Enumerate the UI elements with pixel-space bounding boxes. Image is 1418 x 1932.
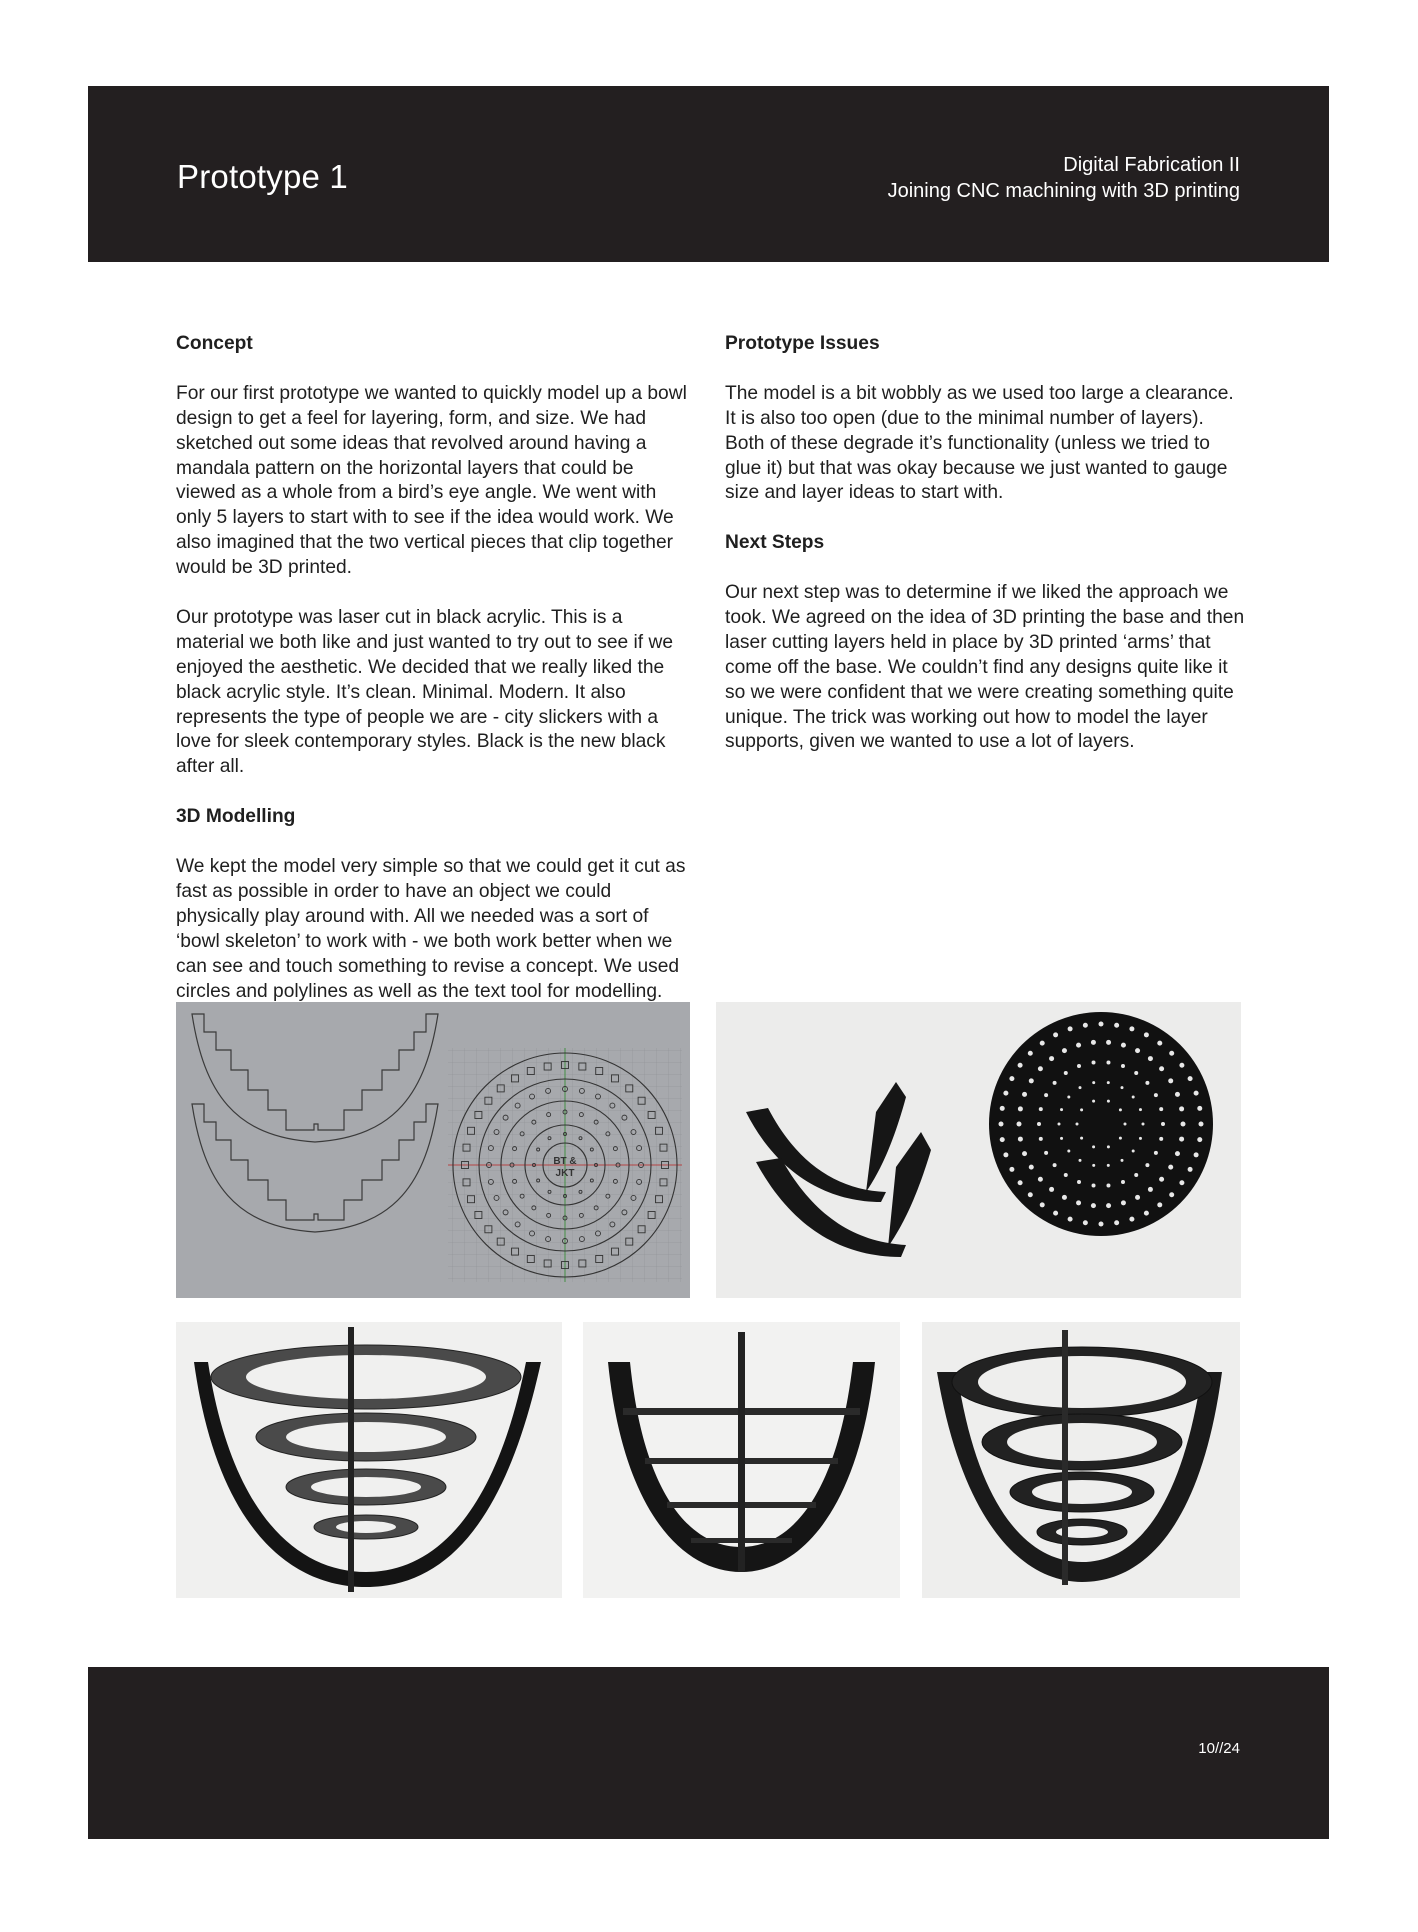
next-steps-paragraph: Our next step was to determine if we liked the approach we took. We agreed on the idea of 3D printing the base and then laser cutting layers held in place by 3D printed ‘arms’ that come off the base. We couldn’t find any designs quite like it so we were confident that we were creating something quite unique. The trick was working out how to model the layer supports, given we wanted to use a lot of layers. [725, 582, 1245, 753]
cad-drawing-image [176, 1002, 690, 1298]
laser-cut-parts-photo [716, 1002, 1241, 1298]
mandala-disc [989, 1012, 1213, 1236]
concept-heading: Concept [176, 333, 253, 354]
concept-paragraph-2: Our prototype was laser cut in black acrylic. This is a material we both like and just wanted to try out to see if we enjoyed the aesthetic. We decided that we really liked the black acrylic style. It’s clean. Minimal. Modern. It also represents the type of people we are - city slickers with a love for sleek contemporary styles. Black is the new black after all. [176, 606, 674, 778]
assembled-bowl-photo-front [583, 1322, 900, 1598]
assembled-bowl-photo-angle [176, 1322, 562, 1598]
header-course-info [888, 152, 1240, 204]
bowl-profile-outlines [192, 1014, 438, 1232]
issues-heading: Prototype Issues [725, 333, 880, 354]
modelling-heading: 3D Modelling [176, 806, 296, 828]
page-number: 10//24 [1198, 1740, 1240, 1757]
next-steps-heading: Next Steps [725, 532, 825, 554]
concept-paragraph-1: For our first prototype we wanted to quickly model up a bowl design to get a feel for layering, form, and size. We had sketched out some ideas that revolved around having a mandala pattern on the horizontal layers that could be viewed as a whole from a bird’s eye angle. We went with only 5 layers to start with to see if the idea would work. We also imagined that the two vertical pieces that clip together would be 3D printed. [176, 382, 687, 579]
mandala-layer-drawing [448, 1048, 682, 1282]
cut-profile-pieces [746, 1082, 931, 1257]
course-name: Digital Fabrication II [1063, 154, 1240, 176]
page-title: Prototype 1 [177, 158, 348, 195]
text-column-left [176, 332, 694, 1054]
cad-logo-line-1: BT & [553, 1156, 577, 1167]
issues-paragraph: The model is a bit wobbly as we used too large a clearance. It is also too open (due to the minimal number of layers). Both of these degrade it’s functionality (unless we tried to glue it) but that was okay because we just wanted to gauge size and layer ideas to start with. [725, 382, 1234, 504]
header-bar [88, 86, 1329, 262]
footer-bar [88, 1667, 1329, 1839]
assembled-bowl-photo-top [922, 1322, 1240, 1598]
text-column-right [725, 332, 1245, 780]
course-subtitle: Joining CNC machining with 3D printing [887, 180, 1240, 202]
modelling-paragraph: We kept the model very simple so that we could get it cut as fast as possible in order to have an object we could physically play around with. All we needed was a sort of ‘bowl skeleton’ to work with - we both work better when we can see and touch something to revise a concept. We used circles and polylines as well as the text tool for modelling. [176, 855, 686, 1002]
cad-logo-line-2: JKT [555, 1168, 575, 1179]
